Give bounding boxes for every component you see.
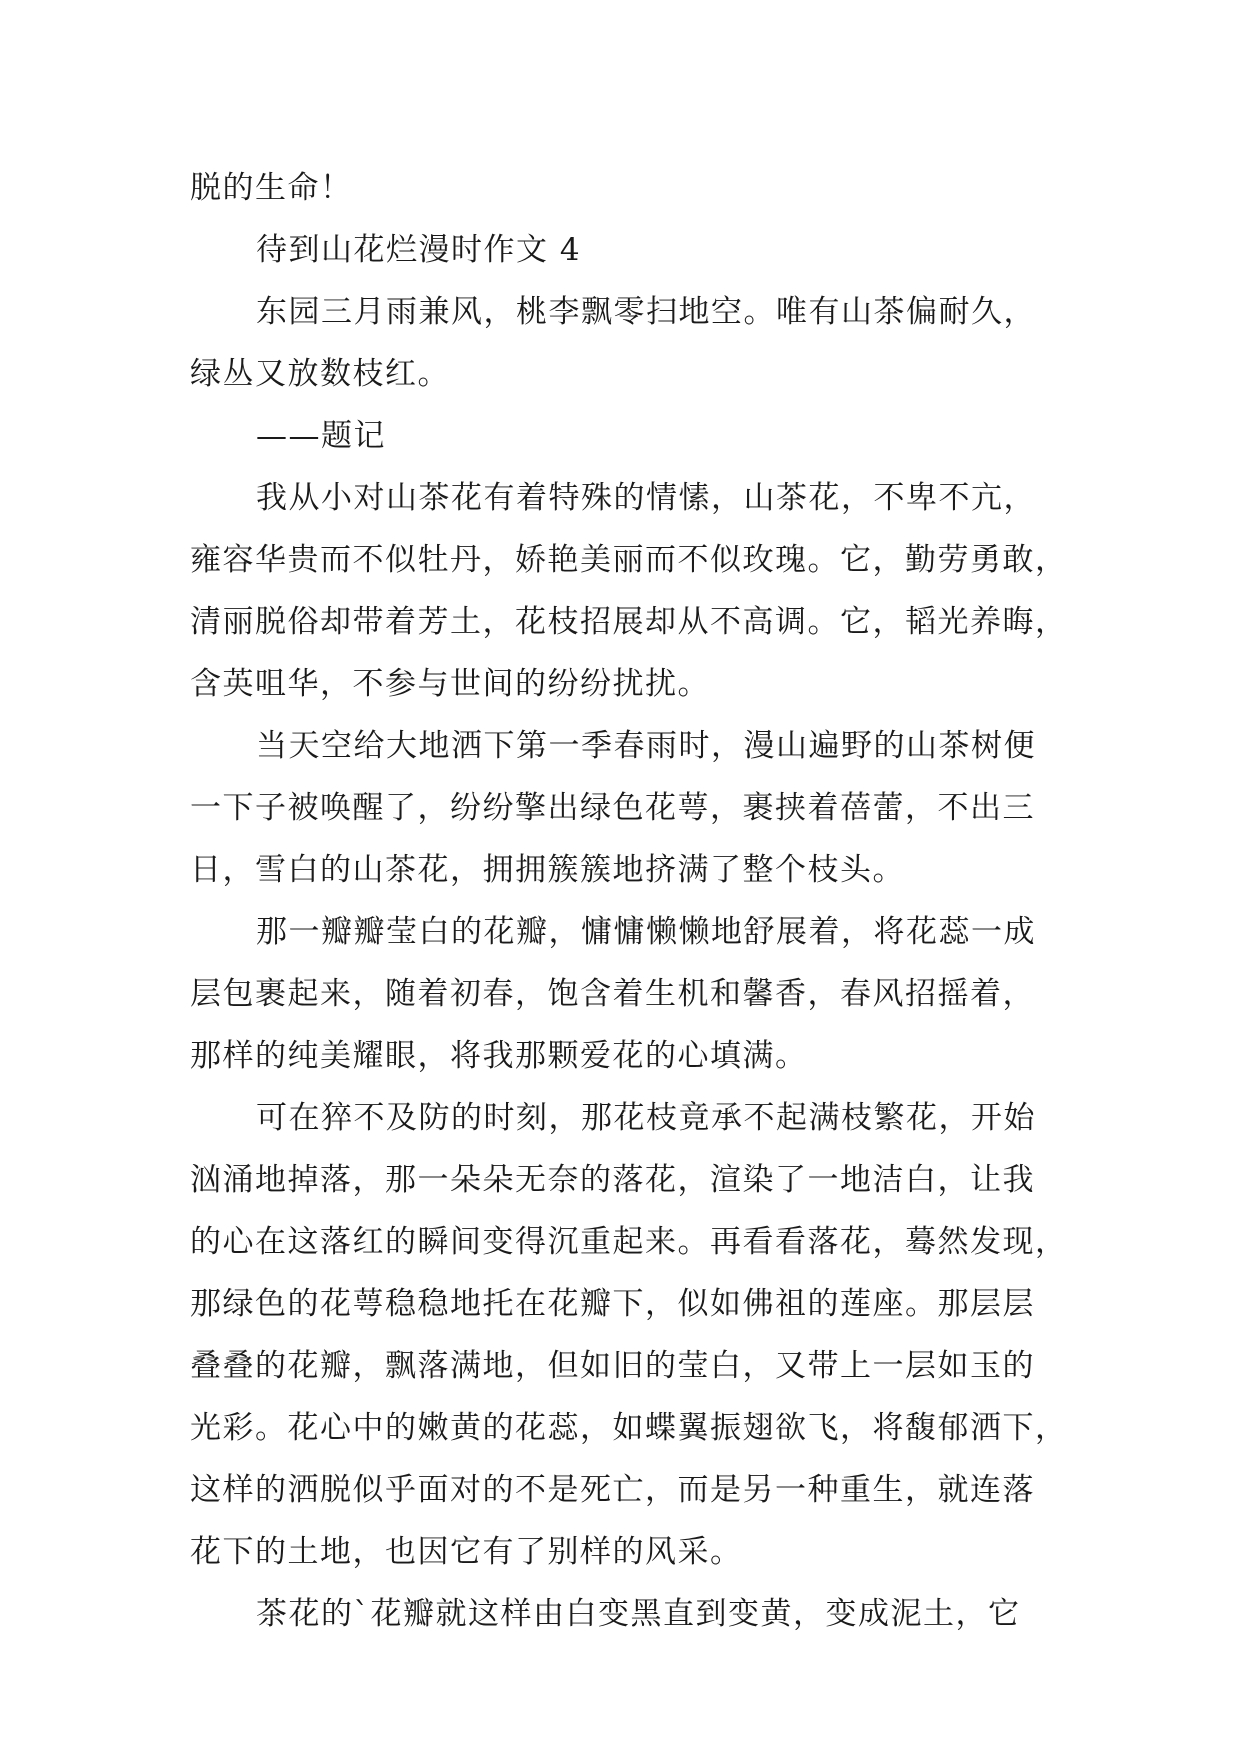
text-line: 日，雪白的山茶花，拥拥簇簇地挤满了整个枝头。	[190, 852, 905, 888]
text-line: 待到山花烂漫时作文 4	[256, 232, 582, 268]
text-line: 的心在这落红的瞬间变得沉重起来。再看看落花，蓦然发现，	[190, 1224, 1068, 1260]
text-line: ——题记	[256, 418, 386, 454]
text-line: 当天空给大地洒下第一季春雨时，漫山遍野的山茶树便	[256, 728, 1036, 764]
text-line: 那一瓣瓣莹白的花瓣，慵慵懒懒地舒展着，将花蕊一成	[256, 914, 1036, 950]
text-line: 层包裹起来，随着初春，饱含着生机和馨香，春风招摇着，	[190, 976, 1035, 1012]
text-line: 雍容华贵而不似牡丹，娇艳美丽而不似玫瑰。它，勤劳勇敢，	[190, 542, 1068, 578]
text-line: 清丽脱俗却带着芳土，花枝招展却从不高调。它，韬光养晦，	[190, 604, 1068, 640]
text-line: 一下子被唤醒了，纷纷擎出绿色花萼，裹挟着蓓蕾，不出三	[190, 790, 1035, 826]
essay-text	[190, 157, 1068, 1645]
text-line: 那绿色的花萼稳稳地托在花瓣下，似如佛祖的莲座。那层层	[190, 1286, 1035, 1322]
text-line: 光彩。花心中的嫩黄的花蕊，如蝶翼振翅欲飞，将馥郁洒下，	[190, 1410, 1068, 1446]
text-line: 含英咀华，不参与世间的纷纷扰扰。	[190, 666, 710, 702]
text-line: 我从小对山茶花有着特殊的情愫，山茶花，不卑不亢，	[256, 480, 1036, 516]
text-line: 绿丛又放数枝红。	[190, 356, 450, 392]
text-line: 可在猝不及防的时刻，那花枝竟承不起满枝繁花，开始	[256, 1100, 1036, 1136]
text-line: 脱的生命！	[190, 170, 353, 206]
text-line: 茶花的`花瓣就这样由白变黑直到变黄，变成泥土，它	[256, 1596, 1021, 1632]
text-line: 这样的洒脱似乎面对的不是死亡，而是另一种重生，就连落	[190, 1472, 1035, 1508]
text-line: 那样的纯美耀眼，将我那颗爱花的心填满。	[190, 1038, 808, 1074]
text-line: 花下的土地，也因它有了别样的风采。	[190, 1534, 743, 1570]
text-line: 叠叠的花瓣，飘落满地，但如旧的莹白，又带上一层如玉的	[190, 1348, 1035, 1384]
text-line: 汹涌地掉落，那一朵朵无奈的落花，渲染了一地洁白，让我	[190, 1162, 1035, 1198]
text-line: 东园三月雨兼风，桃李飘零扫地空。唯有山茶偏耐久，	[256, 294, 1036, 330]
